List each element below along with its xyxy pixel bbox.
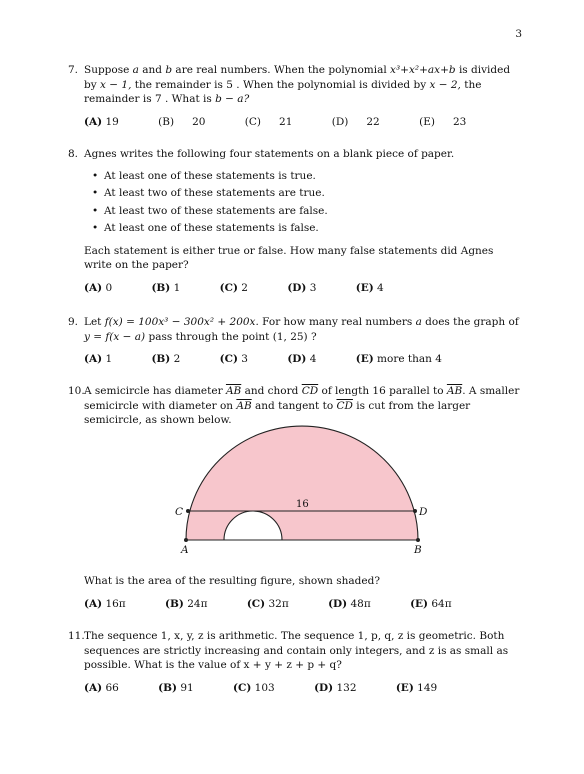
choice-d[interactable]: (D) 48π	[328, 597, 371, 610]
chord-length-label: 16	[296, 499, 309, 510]
answer-choices	[84, 597, 523, 612]
question-number: 8.	[68, 148, 79, 160]
choice-c[interactable]: (C) 3	[219, 353, 248, 365]
point-c	[186, 509, 190, 513]
choice-c[interactable]: (C) 32π	[246, 597, 289, 610]
choice-d[interactable]: (D) 4	[287, 353, 317, 365]
question-10-prompt	[68, 574, 523, 611]
choice-b[interactable]: (B) 24π	[165, 597, 208, 610]
list-item: • At least one of these statements is true.	[92, 168, 523, 186]
question-number: 9.	[68, 316, 79, 328]
question-7	[68, 63, 523, 129]
choice-e[interactable]: (E) 64π	[410, 597, 452, 610]
label-a: A	[181, 544, 189, 556]
question-intro: Agnes writes the following four statements on a blank piece of paper.	[84, 148, 455, 160]
choice-a[interactable]: (A) 0	[84, 281, 113, 294]
choice-e[interactable]: (E) 23	[419, 115, 467, 128]
list-item: • At least two of these statements are true.	[92, 185, 523, 203]
choice-c[interactable]: (C) 103	[233, 681, 275, 694]
question-8	[68, 147, 523, 295]
choice-a[interactable]: (A) 16π	[84, 597, 126, 610]
choice-c[interactable]: (C) 2	[219, 281, 248, 294]
choice-a[interactable]: (A) 66	[84, 681, 119, 694]
choice-d[interactable]: (D) 22	[331, 115, 380, 128]
question-text: Each statement is either true or false. How many false statements did Agnes write on the paper?	[84, 244, 494, 271]
choice-b[interactable]: (B) 1	[151, 281, 181, 294]
semicircle-figure	[0, 420, 584, 570]
label-b: B	[414, 544, 422, 556]
choice-b[interactable]: (B) 91	[158, 681, 194, 694]
shaded-region	[186, 426, 418, 540]
choice-e[interactable]: (E) more than 4	[355, 353, 442, 365]
question-number: 11.	[68, 630, 85, 642]
point-d	[413, 509, 417, 513]
question-text: The sequence 1, x, y, z is arithmetic. The sequence 1, p, q, z is geometric. Both sequences are strictly increasing and contain only integers, and z is as small as possible. What is the value of x + y + z + p + q?	[84, 630, 509, 671]
question-11	[68, 629, 523, 695]
question-text: Let f(x) = 100x³ − 300x² + 200x. For how many real numbers a does the graph of y = f(x − a) pass through the point (1, 25) ?	[84, 316, 519, 343]
list-item: • At least one of these statements is false.	[92, 220, 523, 238]
question-number: 7.	[68, 64, 79, 76]
question-number: 10.	[68, 385, 85, 397]
label-d: D	[419, 506, 428, 518]
list-item: • At least two of these statements are false.	[92, 203, 523, 221]
answer-choices	[84, 115, 523, 130]
choice-a[interactable]: (A) 1	[84, 353, 113, 365]
question-text: Suppose a and b are real numbers. When the polynomial x³+x²+ax+b is divided by x − 1, the remainder is 5 . When the polynomial is divided by x − 2, the remainder is 7 . What is b − a?	[84, 64, 511, 105]
choice-b[interactable]: (B) 2	[151, 353, 181, 365]
answer-choices	[84, 281, 523, 296]
point-b	[416, 538, 420, 542]
choice-d[interactable]: (D) 132	[314, 681, 357, 694]
question-text: A semicircle has diameter $\overline{AB}$ and chord $\overline{CD}$ of length 16 parallel to $\overline{AB}$. A smaller semicircle with diameter on $\overline{AB}$ and tangent to $\overline{CD}$ is cut from the larger semicircle, as shown below.	[84, 385, 520, 426]
question-text: What is the area of the resulting figure, shown shaded?	[84, 575, 380, 587]
choice-e[interactable]: (E) 4	[355, 281, 384, 294]
label-c: C	[175, 506, 184, 518]
page-number: 3	[515, 28, 522, 40]
answer-choices	[84, 352, 523, 367]
choice-b[interactable]: (B) 20	[158, 115, 206, 128]
question-9	[68, 315, 523, 367]
choice-a[interactable]: (A) 19	[84, 115, 119, 128]
point-a	[184, 538, 188, 542]
choice-e[interactable]: (E) 149	[395, 681, 438, 694]
choice-d[interactable]: (D) 3	[287, 281, 317, 294]
choice-c[interactable]: (C) 21	[244, 115, 293, 128]
statement-list	[92, 168, 523, 238]
answer-choices	[84, 681, 523, 696]
